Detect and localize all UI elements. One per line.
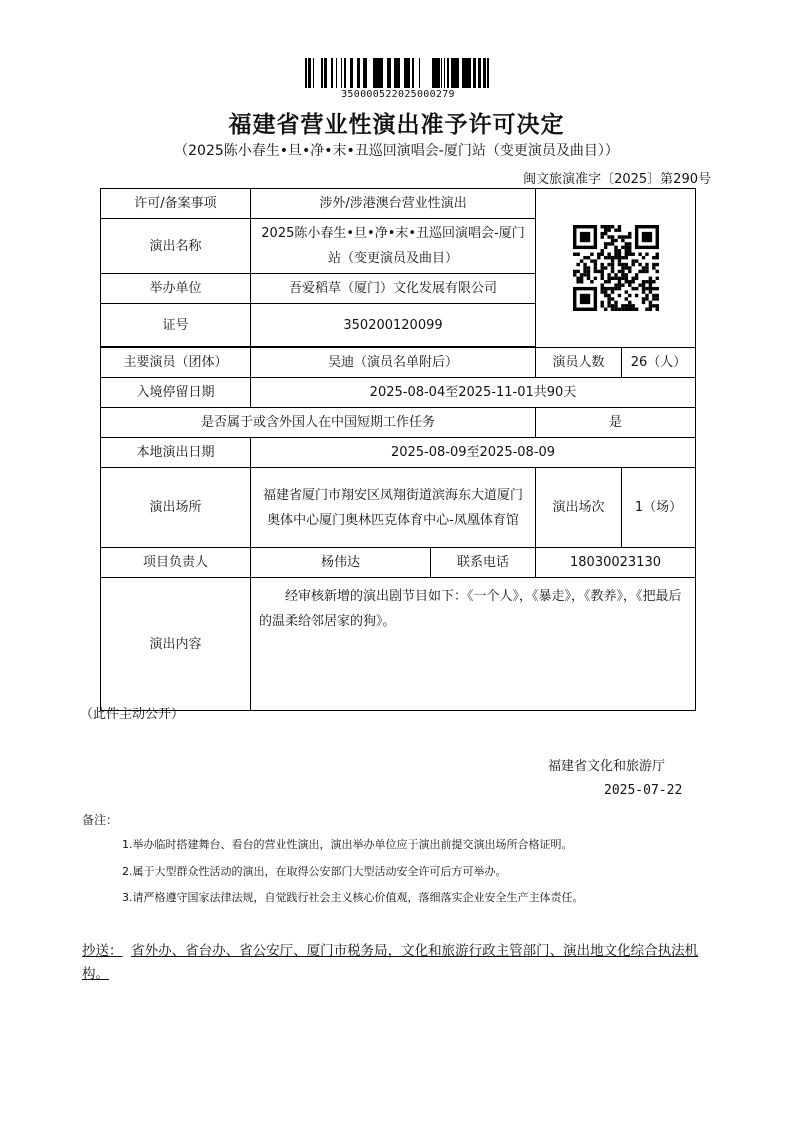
- foreign-work-label: 是否属于或含外国人在中国短期工作任务: [101, 408, 536, 438]
- performer-count-value: 26（人）: [622, 348, 696, 378]
- show-name-value: 2025陈小春生•旦•净•末•丑巡回演唱会-厦门站（变更演员及曲目）: [251, 219, 536, 274]
- carbon-copy: [82, 940, 714, 986]
- project-manager-label: 项目负责人: [101, 548, 251, 578]
- carbon-copy-recipients: 省外办、省台办、省公安厅、厦门市税务局，文化和旅游行政主管部门、演出地文化综合执法机构。: [82, 943, 699, 982]
- performer-count-label: 演员人数: [536, 348, 622, 378]
- barcode-image: [305, 58, 491, 88]
- show-content-label: 演出内容: [101, 578, 251, 711]
- barcode-number: 350000522025000279: [341, 89, 455, 100]
- contact-phone-value: 18030023130: [536, 548, 696, 578]
- show-count-label: 演出场次: [536, 468, 622, 548]
- organizer-label: 举办单位: [101, 274, 251, 304]
- contact-phone-label: 联系电话: [431, 548, 536, 578]
- carbon-copy-label: 抄送：: [82, 943, 123, 959]
- local-date-label: 本地演出日期: [101, 438, 251, 468]
- document-number: 闽文旅演准字〔2025〕第290号: [523, 172, 711, 187]
- notes-title: 备注：: [82, 813, 119, 827]
- note-item: 1.举办临时搭建舞台、看台的营业性演出，演出举办单位应于演出前提交演出场所合格证明。: [122, 838, 573, 851]
- local-date-value: 2025-08-09至2025-08-09: [251, 438, 696, 468]
- document-title: 福建省营业性演出准予许可决定: [228, 112, 565, 138]
- main-performer-value: 吴迪（演员名单附后）: [251, 348, 536, 378]
- certificate-label: 证号: [101, 304, 251, 347]
- show-content-value: 经审核新增的演出剧节目如下：《一个人》，《暴走》，《教养》，《把最后的温柔给邻居家的狗》。: [251, 578, 696, 711]
- qr-code-cell: [536, 189, 696, 348]
- document-subtitle: （2025陈小春生•旦•净•末•丑巡回演唱会-厦门站（变更演员及曲目））: [174, 143, 619, 159]
- public-disclosure-note: （此件主动公开）: [80, 707, 185, 722]
- license-type-label: 许可/备案事项: [101, 189, 251, 219]
- foreign-work-value: 是: [536, 408, 696, 438]
- show-count-value: 1（场）: [622, 468, 696, 548]
- venue-value: 福建省厦门市翔安区凤翔街道滨海东大道厦门奥体中心厦门奥林匹克体育中心-凤凰体育馆: [251, 468, 536, 548]
- entry-stay-value: 2025-08-04至2025-11-01共90天: [251, 378, 696, 408]
- certificate-value: 350200120099: [251, 304, 536, 347]
- qr-code-image: [573, 225, 659, 311]
- license-table: [100, 188, 696, 711]
- main-performer-label: 主要演员（团体）: [101, 348, 251, 378]
- issuing-authority: 福建省文化和旅游厅: [548, 759, 666, 774]
- issue-date: 2025-07-22: [604, 783, 683, 798]
- license-type-value: 涉外/涉港澳台营业性演出: [251, 189, 536, 219]
- organizer-value: 吾爱稻草（厦门）文化发展有限公司: [251, 274, 536, 304]
- project-manager-value: 杨伟达: [251, 548, 431, 578]
- venue-label: 演出场所: [101, 468, 251, 548]
- show-name-label: 演出名称: [101, 219, 251, 274]
- entry-stay-label: 入境停留日期: [101, 378, 251, 408]
- note-item: 2.属于大型群众性活动的演出，在取得公安部门大型活动安全许可后方可举办。: [122, 865, 507, 878]
- note-item: 3.请严格遵守国家法律法规，自觉践行社会主义核心价值观，落细落实企业安全生产主体责任。: [122, 891, 584, 904]
